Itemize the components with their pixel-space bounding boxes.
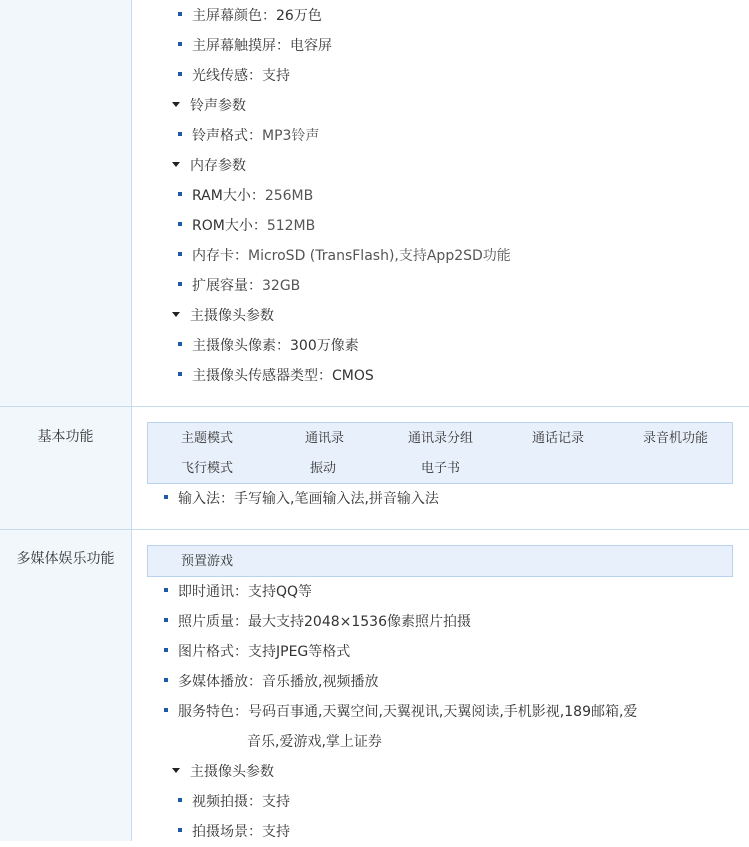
- spec-item-video-capture: 视频拍摄：支持: [178, 787, 290, 817]
- section-heading-camera-features[interactable]: 主摄像头参数: [172, 757, 274, 787]
- bullet-icon: [178, 252, 182, 256]
- section-heading-memory[interactable]: 内存参数: [172, 151, 246, 181]
- bullet-icon: [178, 798, 182, 802]
- spec-item-photo-quality: 照片质量：最大支持2048×1536像素照片拍摄: [164, 607, 471, 637]
- spec-item-expansion: 扩展容量：32GB: [178, 271, 300, 301]
- spec-item-im: 即时通讯：支持QQ等: [164, 577, 312, 607]
- spec-item-shooting-scene: 拍摄场景：支持: [178, 817, 290, 847]
- multimedia-feature-box: [147, 545, 733, 577]
- caret-down-icon: [172, 162, 180, 167]
- basic-feature-box: [147, 422, 733, 484]
- bullet-icon: [178, 192, 182, 196]
- feature-item: 预置游戏: [181, 554, 234, 569]
- section-heading-main-camera[interactable]: 主摄像头参数: [172, 301, 274, 331]
- spec-item-memory-card: 内存卡：MicroSD (TransFlash),支持App2SD功能: [178, 241, 511, 271]
- spec-item-services: 服务特色：号码百事通,天翼空间,天翼视讯,天翼阅读,手机影视,189邮箱,爱: [164, 697, 637, 727]
- section-heading-ringtone[interactable]: 铃声参数: [172, 91, 246, 121]
- feature-item: 录音机功能: [643, 431, 709, 446]
- row-divider: [0, 406, 749, 407]
- spec-item-screen-color: 主屏幕颜色：26万色: [178, 1, 322, 31]
- column-divider: [131, 0, 132, 841]
- bullet-icon: [178, 342, 182, 346]
- spec-item-media-playback: 多媒体播放：音乐播放,视频播放: [164, 667, 378, 697]
- feature-item: 通话记录: [532, 431, 585, 446]
- caret-down-icon: [172, 768, 180, 773]
- bullet-icon: [178, 72, 182, 76]
- spec-item-services-continued: 音乐,爱游戏,掌上证券: [247, 734, 382, 750]
- feature-item: 振动: [310, 461, 337, 476]
- bullet-icon: [164, 588, 168, 592]
- spec-item-light-sensor: 光线传感：支持: [178, 61, 290, 91]
- feature-item: 通讯录分组: [408, 431, 474, 446]
- spec-item-rom: ROM大小：512MB: [178, 211, 315, 241]
- spec-item-input-method: 输入法：手写输入,笔画输入法,拼音输入法: [164, 484, 439, 514]
- bullet-icon: [164, 678, 168, 682]
- row-divider: [0, 529, 749, 530]
- bullet-icon: [178, 12, 182, 16]
- bullet-icon: [178, 828, 182, 832]
- spec-item-camera-sensor: 主摄像头传感器类型：CMOS: [178, 361, 374, 391]
- bullet-icon: [164, 648, 168, 652]
- caret-down-icon: [172, 312, 180, 317]
- bullet-icon: [178, 222, 182, 226]
- bullet-icon: [178, 42, 182, 46]
- spec-item-camera-pixels: 主摄像头像素：300万像素: [178, 331, 359, 361]
- spec-item-ringtone-format: 铃声格式：MP3铃声: [178, 121, 319, 151]
- feature-item: 通讯录: [305, 431, 345, 446]
- bullet-icon: [178, 132, 182, 136]
- bullet-icon: [178, 372, 182, 376]
- caret-down-icon: [172, 102, 180, 107]
- row-label-multimedia: 多媒体娱乐功能: [16, 551, 115, 567]
- row-label-column: [0, 0, 131, 841]
- bullet-icon: [164, 708, 168, 712]
- feature-item: 飞行模式: [181, 461, 234, 476]
- bullet-icon: [164, 495, 168, 499]
- bullet-icon: [178, 282, 182, 286]
- spec-item-image-format: 图片格式：支持JPEG等格式: [164, 637, 350, 667]
- row-label-basic-functions: 基本功能: [37, 429, 94, 445]
- spec-item-ram: RAM大小：256MB: [178, 181, 313, 211]
- feature-item: 电子书: [421, 461, 461, 476]
- feature-item: 主题模式: [181, 431, 234, 446]
- bullet-icon: [164, 618, 168, 622]
- spec-item-touchscreen: 主屏幕触摸屏：电容屏: [178, 31, 332, 61]
